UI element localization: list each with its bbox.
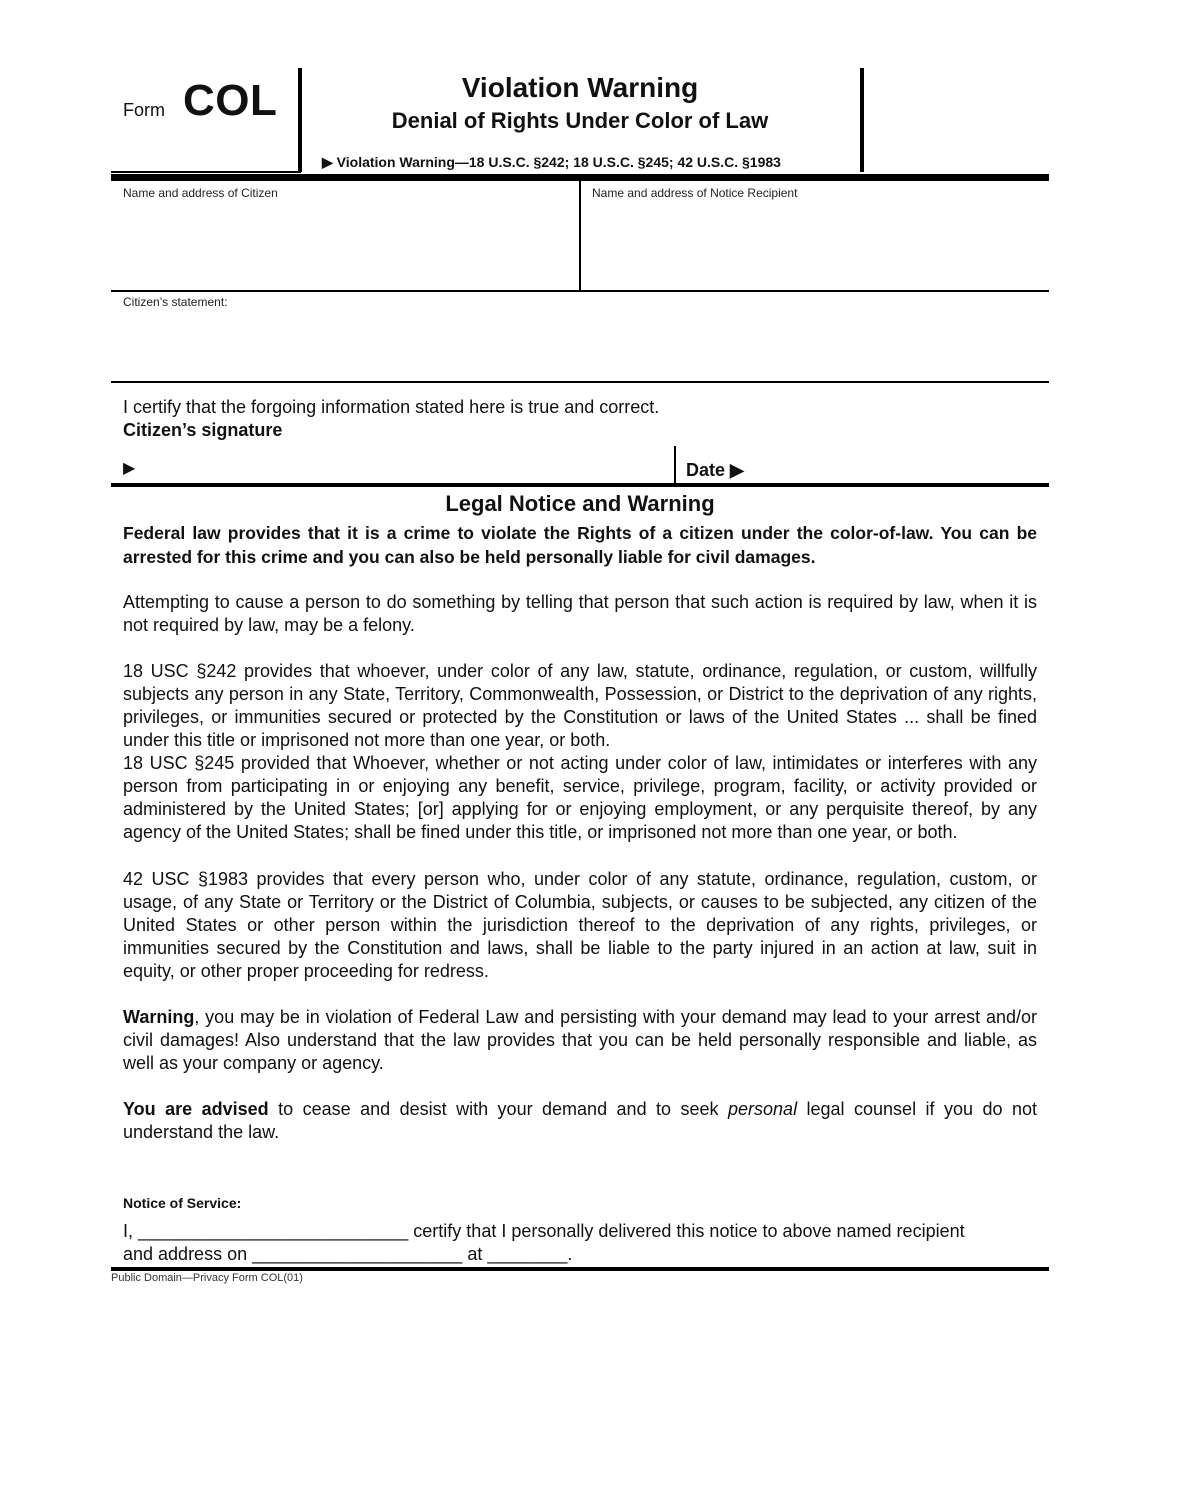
- signature-rule: [111, 483, 1049, 487]
- legal-paragraph-245: 18 USC §245 provided that Whoever, whether or not acting under color of law, intimidates or interferes with any person from participating in or enjoying any benefit, service, privilege, program, facility, or activity provided or administered by the United States; [or] applying for or enjoying employment, or any perquisite thereof, by any agency of the United States; shall be fined under this title, or imprisoned not more than one year, or both.: [123, 753, 1037, 842]
- date-label: Date ▶: [686, 460, 744, 480]
- citizen-statement-label: Citizen’s statement:: [123, 295, 228, 309]
- advised-bold: You are advised: [123, 1099, 269, 1119]
- notice-of-service-label: Notice of Service:: [123, 1195, 242, 1211]
- statute-line: [322, 154, 781, 171]
- statute-text: Violation Warning—18 U.S.C. §242; 18 U.S.C. §245; 42 U.S.C. §1983: [336, 154, 781, 170]
- date-field[interactable]: [760, 448, 1048, 484]
- citizen-name-address-field[interactable]: [111, 202, 579, 290]
- address-rule: [111, 290, 1049, 292]
- signature-label: Citizen’s signature: [123, 420, 283, 440]
- legal-paragraph-242: 18 USC §242 provides that whoever, under color of any law, statute, ordinance, regulation, or custom, willfully subjects any person in any State, Territory, Commonwealth, Possession, or District to the deprivation of any rights, privileges, or immunities secured or protected by the Constitution or laws of the United States ... shall be fined under this title or imprisoned not more than one year, or both.: [123, 661, 1037, 750]
- service-rule: [111, 1267, 1049, 1271]
- advised-text-end: legal counsel if you do not understand the law.: [123, 1099, 1037, 1142]
- warning-text: , you may be in violation of Federal Law and persisting with your demand may lead to your arrest and/or civil damages! Also understand that the law provides that you can be held personally responsible and liable, as well as your company or agency.: [123, 1007, 1037, 1073]
- warning-bold: Warning: [123, 1007, 195, 1027]
- legal-bold-intro: Federal law provides that it is a crime to violate the Rights of a citizen under the color-of-law. You can be arrested for this crime and you can also be held personally liable for civil damages.: [123, 523, 1037, 567]
- service-line-2: and address on _____________________ at ________.: [123, 1244, 573, 1264]
- citizen-name-address-label: Name and address of Citizen: [123, 186, 278, 200]
- certify-statement: I certify that the forgoing information stated here is true and correct.: [123, 397, 660, 417]
- form-footer: Public Domain—Privacy Form COL(01): [111, 1272, 303, 1284]
- statement-rule: [111, 381, 1049, 383]
- recipient-name-address-field[interactable]: [582, 202, 1048, 290]
- header-thick-rule: [111, 174, 1049, 181]
- legal-paragraph-felony: Attempting to cause a person to do something by telling that person that such action is required by law, when it is not required by law, may be a felony.: [123, 592, 1037, 635]
- form-word: Form: [123, 100, 165, 120]
- service-line-1: I, ___________________________ certify that I personally delivered this notice to above named recipient: [123, 1221, 965, 1241]
- citizen-statement-field[interactable]: [111, 312, 1049, 380]
- legal-notice-title: Legal Notice and Warning: [445, 491, 715, 516]
- legal-advised-paragraph: [123, 1098, 1037, 1144]
- form-subtitle: Denial of Rights Under Color of Law: [391, 108, 769, 133]
- address-divider: [579, 181, 581, 291]
- legal-warning-paragraph: [123, 1006, 1037, 1075]
- header-thin-rule: [111, 171, 301, 173]
- legal-paragraph-1983: 42 USC §1983 provides that every person who, under color of any statute, ordinance, regulation, custom, or usage, of any State or Territory or the District of Columbia, subjects, or causes to be subjected, any citizen of the United States or other person within the jurisdiction thereof to the deprivation of any rights, privileges, or immunities secured by the Constitution and laws, shall be liable to the party injured in an action at law, suit in equity, or other proper proceeding for redress.: [123, 869, 1037, 981]
- arrow-icon: ▶: [322, 154, 333, 170]
- header-divider-right: [860, 68, 864, 172]
- signature-field[interactable]: [145, 448, 670, 484]
- advised-italic: personal: [728, 1099, 798, 1119]
- form-id: COL: [183, 76, 278, 125]
- recipient-name-address-label: Name and address of Notice Recipient: [592, 186, 798, 200]
- advised-text: to cease and desist with your demand and to seek: [268, 1099, 729, 1119]
- signature-arrow-icon: ▶: [123, 460, 136, 477]
- signature-date-divider: [674, 446, 676, 484]
- form-title: Violation Warning: [461, 72, 699, 103]
